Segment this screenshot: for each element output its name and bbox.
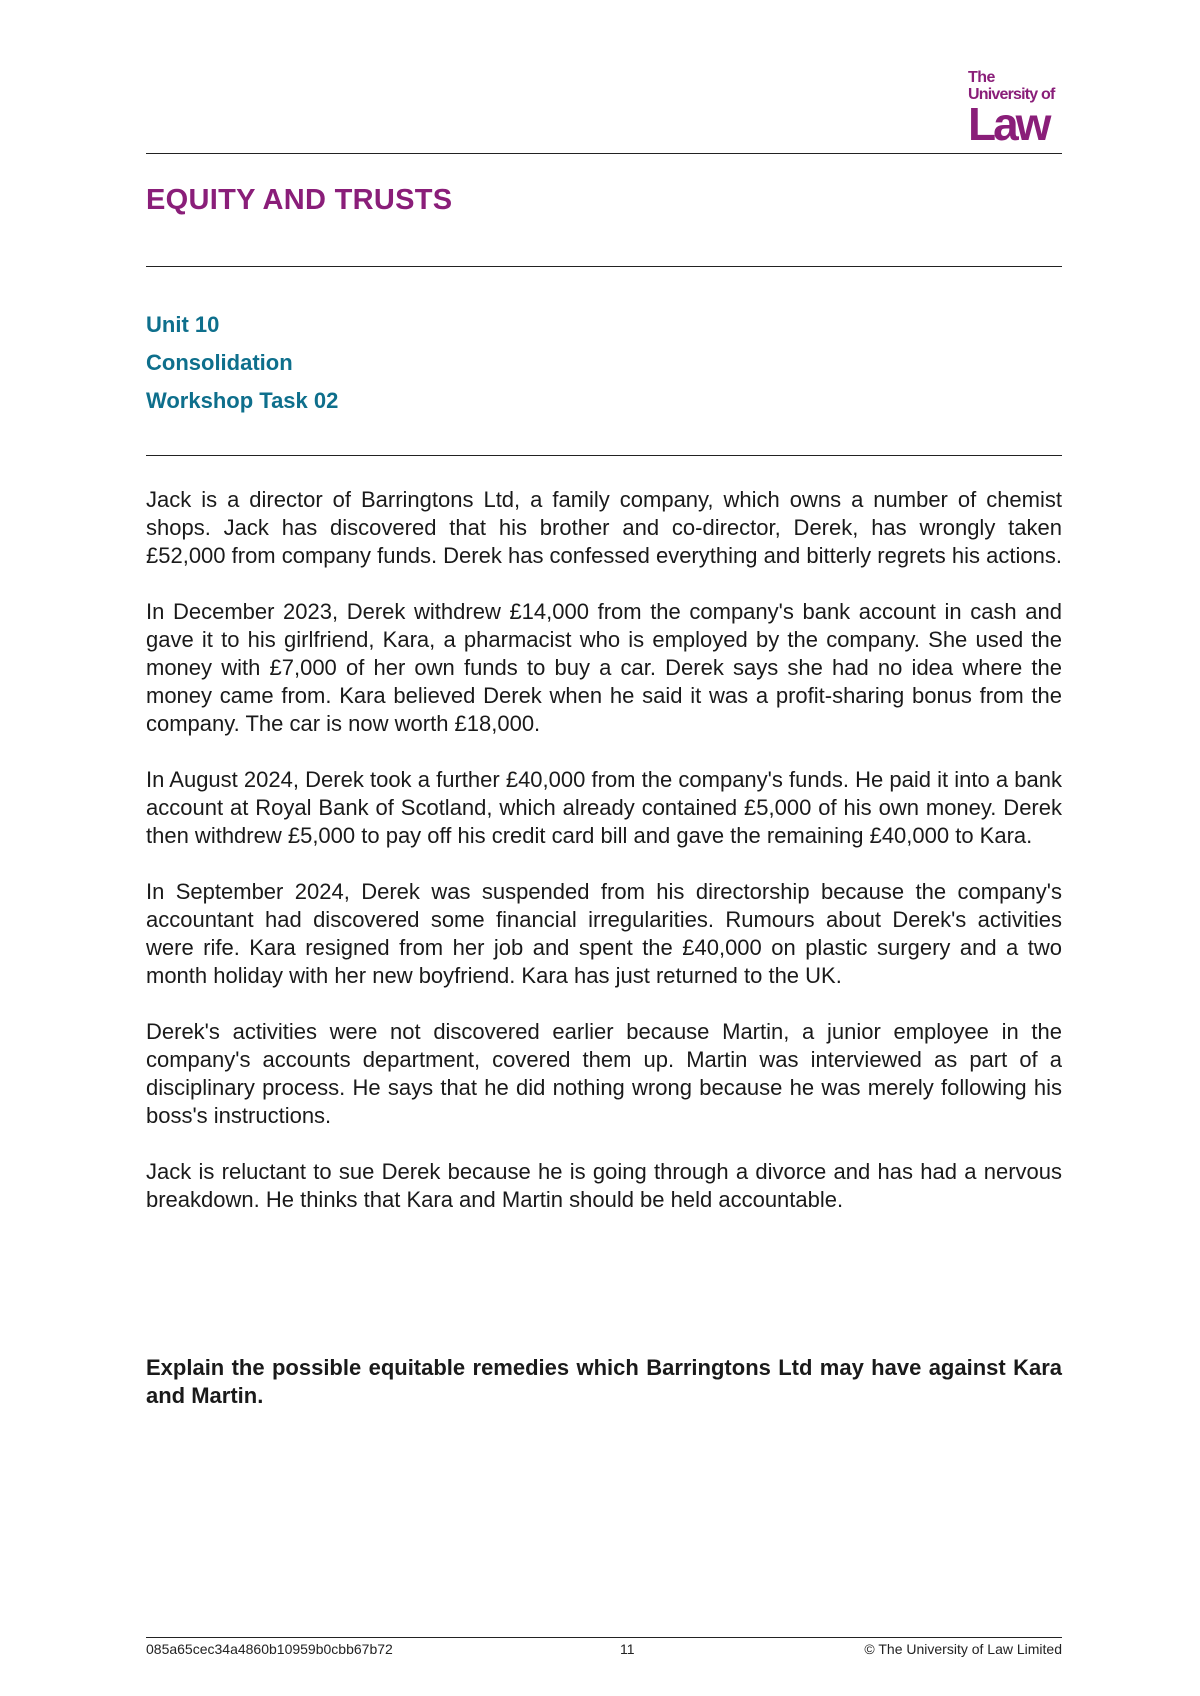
- subheading-divider: [146, 455, 1062, 456]
- footer-page-number: 11: [620, 1641, 635, 1657]
- university-of-law-logo: [968, 69, 1068, 150]
- paragraph: In August 2024, Derek took a further £40,000 from the company's funds. He paid it into a bank account at Royal Bank of Scotland, which already contained £5,000 of his own money. Derek then withdrew £5,000 to pay off his credit card bill and gave the remaining £40,000 to Kara.: [146, 767, 1062, 848]
- header-divider: [146, 153, 1062, 154]
- footer-copyright: © The University of Law Limited: [864, 1641, 1062, 1657]
- paragraph: In December 2023, Derek withdrew £14,000 from the company's bank account in cash and gave it to his girlfriend, Kara, a pharmacist who is employed by the company. She used the money with £7,000 of her own funds to buy a car. Derek says she had no idea where the money came from. Kara believed Derek when he said it was a profit-sharing bonus from the company. The car is now worth £18,000.: [146, 599, 1062, 736]
- logo-line-1: The: [968, 69, 995, 86]
- paragraph: Derek's activities were not discovered earlier because Martin, a junior employee in the company's accounts department, covered them up. Martin was interviewed as part of a disciplinary process. He says that he did nothing wrong because he was merely following his boss's instructions.: [146, 1019, 1062, 1128]
- paragraph: Jack is reluctant to sue Derek because he is going through a divorce and has had a nervous breakdown. He thinks that Kara and Martin should be held accountable.: [146, 1159, 1062, 1212]
- footer-document-id: 085a65cec34a4860b10959b0cbb67b72: [146, 1641, 393, 1657]
- paragraph: In September 2024, Derek was suspended from his directorship because the company's accountant had discovered some financial irregularities. Rumours about Derek's activities were rife. Kara resigned from her job and spent the £40,000 on plastic surgery and a two month holiday with her new boyfriend. Kara has just returned to the UK.: [146, 879, 1062, 988]
- task-question: Explain the possible equitable remedies which Barringtons Ltd may have against Kara and Martin.: [146, 1355, 1062, 1408]
- title-divider: [146, 266, 1062, 267]
- logo-line-3: Law: [968, 98, 1049, 150]
- topic-heading: Consolidation: [146, 350, 293, 375]
- footer-divider: [146, 1637, 1062, 1638]
- paragraph: Jack is a director of Barringtons Ltd, a family company, which owns a number of chemist shops. Jack has discovered that his brother and co-director, Derek, has wrongly taken £52,000 from company funds. Derek has confessed everything and bitterly regrets his actions.: [146, 487, 1062, 568]
- task-heading: Workshop Task 02: [146, 388, 339, 413]
- logo-line-2: University of: [968, 86, 1055, 103]
- scenario-text: [146, 486, 1062, 1242]
- unit-heading: Unit 10: [146, 312, 220, 337]
- document-title: EQUITY AND TRUSTS: [146, 184, 453, 216]
